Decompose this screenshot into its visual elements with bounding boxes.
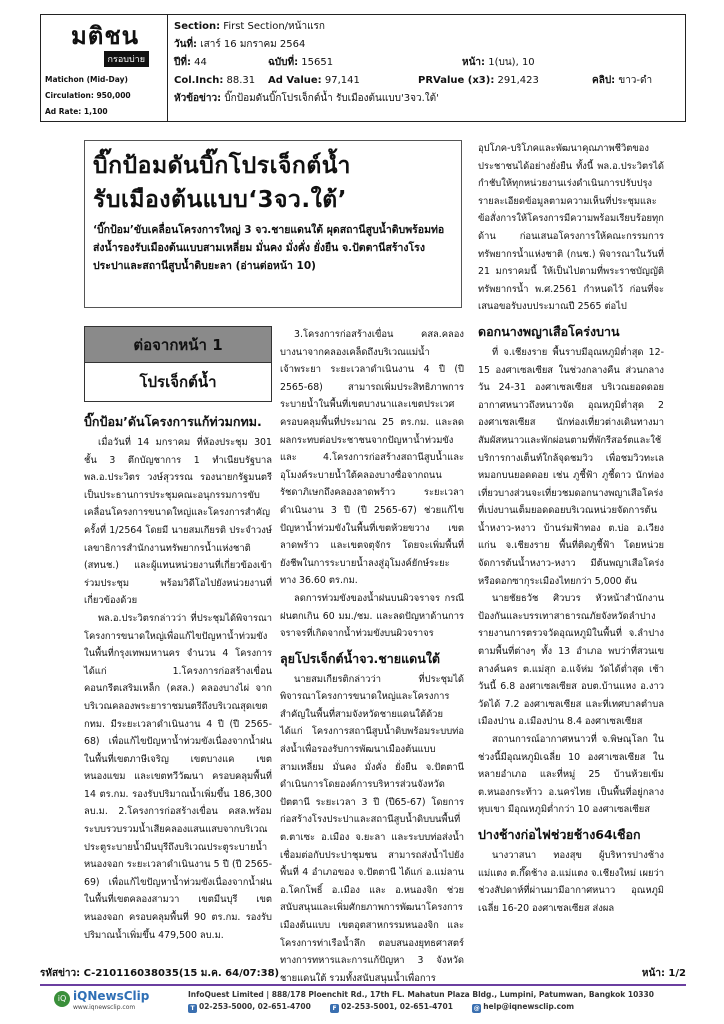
headline-subtitle: ‘บิ๊กป้อม’ขับเคลื่อนโครงการใหญ่ 3 จว.ชายแดนใต้ ผุดสถานีสูบน้ำดิบพร้อมท่อส่งน้ำรองรับเมืองต้นแบบสามเหลี่ยม มั่นคง มั่งคั่ง ยั่งยืน จ.ปัตตานีสร้างโรงประปาและสถานีสูบน้ำดิบยะลา (อ่านต่อหน้า 10) [93,224,445,272]
publication-box [40,14,168,122]
footer-bar [40,984,686,1014]
fax-icon: F [330,1004,339,1013]
clip-header [40,14,686,122]
paragraph: ลดการท่วมขังของน้ำฝนบนผิวจราจร กรณีฝนตกเกิน 60 มม./ชม. และลดปัญหาด้านการจราจรที่เกิดจากน้ำท่วมขังบนผิวจราจร [280,592,464,640]
ad-rate: Ad Rate: 1,100 [45,107,108,116]
article-column-3 [478,140,664,917]
circulation: Circulation: 950,000 [45,91,131,100]
paragraph: นายชัยธวัช ศิวบวร หัวหน้าสำนักงานป้องกันและบรรเทาสาธารณภัยจังหวัดลำปาง รายงานการตรวจวัดอุณหภูมิในพื้นที่ จ.ลำปาง ตามพื้นที่ต่างๆ ทั้ง 13 อำเภอ พบว่าที่สวนเขลางค์นคร ต.แม่สุก อ.แจ้ห่ม วัดได้ต่ำสุด เช้าวันนี้ 6.8 องศาเซลเซียส อบต.บ้านแหง อ.งาว วัดได้ 7.2 องศาเซลเซียส และที่เทศบาลตำบลเมืองปาน อ.เมืองปาน 8.4 องศาเซลเซียส [478,593,664,728]
email-icon: @ [473,1005,480,1012]
paragraph: สถานการณ์อากาศหนาวที่ จ.พิษณุโลก ในช่วงนี้มีอุณหภูมิเฉลี่ย 10 องศาเซลเซียส ในหลายอำเภอ และที่หมู่ 25 บ้านห้วยเข้ม ต.หนองกระท้าว อ.นครไทย เป็นพื้นที่อยู่กลางหุบเขา มีอุณหภูมิต่ำกว่า 10 องศาเซลเซียส [478,734,664,816]
clip-meta [168,14,686,122]
footer-meta [40,966,686,982]
iq-logo-icon: iQ [54,991,70,1007]
continued-label: ต่อจากหน้า 1 [85,327,271,363]
paragraph: พล.อ.ประวิตรกล่าวว่า ที่ประชุมได้พิจารณาโครงการขนาดใหญ่เพื่อแก้ไขปัญหาน้ำท่วมขังในพื้นที่กรุงเทพมหานคร จำนวน 4 โครงการ ได้แก่ 1.โครงการก่อสร้างเขื่อนคอนกรีตเสริมเหล็ก (คสล.) คลองบางไผ่ จากบริเวณคลองพระยาราชมนตรีถึงบริเวณสุดเขต กทม. มีระยะเวลาดำเนินงาน 4 ปี (ปี 2565-68) เพื่อแก้ไขปัญหาน้ำท่วมขังเนื่องจากน้ำฝนในพื้นที่เขตภาษีเจริญ เขตบางแค เขตหนองแขม และเขตทวีวัฒนา ครอบคลุมพื้นที่ 14 ตร.กม. รองรับปริมาณน้ำเพิ่มขึ้น 186,300 ลบ.ม. 2.โครงการก่อสร้างเขื่อน คสล.พร้อมระบบรวบรวมน้ำเสียคลองแสนแสบจากบริเวณประตูระบายน้ำมีนบุรีถึงบริเวณประตูระบายน้ำหนองจอก ระยะเวลาดำเนินงาน 5 ปี (ปี 2565-69) เพื่อแก้ไขปัญหาน้ำท่วมขังเนื่องจากน้ำฝนในพื้นที่เขตคลองสามวา เขตมีนบุรี เขตหนองจอก ครอบคลุมพื้นที่ 90 ตร.กม. รองรับปริมาณน้ำเพิ่มขึ้น 479,500 ลบ.ม. [84,612,272,941]
paragraph: อุปโภค-บริโภคและพัฒนาคุณภาพชีวิตของประชาชนได้อย่างยั่งยืน ทั้งนี้ พล.อ.ประวิตรได้กำชับให้ทุกหน่วยงานเร่งดำเนินการปรับปรุงรายละเอียดข้อมูลตามความเห็นที่ประชุมและข้อสั่งการให้โครงการมีความพร้อมเรียบร้อยทุกด้าน ก่อนเสนอโครงการให้คณะกรรมการทรัพยากรน้ำแห่งชาติ (กนช.) พิจารณาในวันที่ 21 มกราคมนี้ ให้เป็นไปตามที่พระราชบัญญัติทรัพยากรน้ำ พ.ศ.2561 กำหนดไว้ ก่อนที่จะเสนอขอรับงบประมาณปี 2565 ต่อไป [478,143,664,313]
logo-main: มติชน [70,22,140,50]
date-row: วันที่: เสาร์ 16 มกราคม 2564 [174,39,306,50]
headline-line-2: รับเมืองต้นแบบ‘3จว.ใต้’ [93,187,347,213]
publication-name: Matichon (Mid-Day) [45,75,128,84]
continued-title: โปรเจ็กต์น้ำ [139,373,217,391]
article-column-2 [280,326,464,987]
fax-number: 02-253-5001, 02-651-4701 [341,1002,453,1011]
phone-icon: T [188,1004,197,1013]
subhead-bangkok-flood: บิ๊กป้อม’ดันโครงการแก้ท่วมกทม. [84,414,262,429]
news-id: รหัสข่าว: C-210116038035(15 ม.ค. 64/07:38) [40,968,280,979]
subhead-cherry-blossom: ดอกนางพญาเสือโคร่งบาน [478,323,620,339]
paragraph: นายสมเกียรติกล่าวว่า ที่ประชุมได้พิจารณาโครงการขนาดใหญ่และโครงการสำคัญในพื้นที่สามจังหวัดชายแดนใต้ด้วย ได้แก่ โครงการสถานีสูบน้ำดิบพร้อมระบบท่อส่งน้ำเพื่อรองรับการพัฒนาเมืองต้นแบบสามเหลี่ยม มั่นคง มั่งคั่ง ยั่งยืน จ.ปัตตานี ดำเนินการโดยองค์การบริหารส่วนจังหวัดปัตตานี ระยะเวลา 3 ปี (ปี65-67) โดยการก่อสร้างโรงประปาและสถานีสูบน้ำดิบบนพื้นที่ ต.ตาเซะ อ.เมือง จ.ยะลา และระบบท่อส่งน้ำเชื่อมต่อกับประปาชุมชน สามารถส่งน้ำไปยังพื้นที่ 4 อำเภอของ จ.ปัตตานี ได้แก่ อ.แม่ลาน อ.โคกโพธิ์ อ.เมือง และ อ.หนองจิก ช่วยสนับสนุนและเพิ่มศักยภาพการพัฒนาโครงการเมืองต้นแบบ เขตอุตสาหกรรมหนองจิก และโครงการท่าเรือน้ำลึก ตอบสนองยุทธศาสตร์ทางการทหารและการแก้ปัญหา 3 จังหวัดชายแดนใต้ รวมทั้งสนับสนุนน้ำเพื่อการ [280,673,464,984]
brand-website: www.iqnewsclip.com [73,1004,136,1011]
headline-line-1: บิ๊กป้อมดันบิ๊กโปรเจ็กต์น้ำ [93,153,351,179]
article-column-1 [84,326,272,944]
paragraph: 3.โครงการก่อสร้างเขื่อน คสล.คลองบางนาจากคลองเคล็ดถึงบริเวณแม่น้ำเจ้าพระยา ระยะเวลาดำเนินงาน 4 ปี (ปี 2565-68) สามารถเพิ่มประสิทธิภาพการระบายน้ำในพื้นที่เขตบางนาและเขตประเวศ ครอบคลุมพื้นที่ประมาณ 25 ตร.กม. และลดผลกระทบต่อประชาชนจากปัญหาน้ำท่วมขัง และ 4.โครงการก่อสร้างสถานีสูบน้ำและอุโมงค์ระบายน้ำใต้คลองบางซื่อจากถนนรัชดาภิเษกถึงคลองลาดพร้าว ระยะเวลาดำเนินงาน 3 ปี (ปี 2565-67) ช่วยแก้ไขปัญหาน้ำท่วมขังในพื้นที่เขตห้วยขวาง เขตลาดพร้าว และเขตจตุจักร โดยจะเพิ่มพื้นที่ยังชีพในการระบายน้ำลงสู่อุโมงค์ยักษ์ระยะทาง 36.60 ตร.กม. [280,329,464,587]
logo-sub: กรอบบ่าย [104,51,149,67]
continued-box [84,326,272,402]
value-row: Col.Inch: 88.31 Ad Value: 97,141 PRValue (x3): 291,423 คลิป: ขาว-ดำ [174,75,653,86]
subject-row: หัวข้อข่าว: บิ๊กป้อมดันบิ๊กโปรเจ็กต์น้ำ รับเมืองต้นแบบ'3จว.ใต้' [174,93,439,104]
issue-row: ปีที่: 44 ฉบับที่: 15651 หน้า: 1(บน), 10 [174,57,535,68]
iqnewsclip-logo[interactable] [54,988,166,1014]
contact-line [188,1001,654,1013]
subhead-elephant-camp: ปางช้างก่อไฟช่วยช้าง64เชือก [478,826,641,842]
paragraph: นางวาสนา ทองสุข ผู้บริหารปางช้างแม่แตง ต.กึ๊ดช้าง อ.แม่แตง จ.เชียงใหม่ เผยว่า ช่วงสัปดาห์ที่ผ่านมามีอากาศหนาว อุณหภูมิเฉลี่ย 16-20 องศาเซลเซียส ส่งผล [478,849,664,914]
page-indicator: หน้า: 1/2 [641,968,686,979]
subhead-southern-water: ลุยโปรเจ็กต์น้ำจว.ชายแดนใต้ [280,650,441,666]
paragraph: ที่ จ.เชียงราย พื้นราบมีอุณหภูมิต่ำสุด 12-15 องศาเซลเซียส ในช่วงกลางคืน ส่วนกลางวัน 24-31 องศาเซลเซียส บริเวณยอดดอยอากาศหนาวถึงหนาวจัด อุณหภูมิต่ำสุด 2 องศาเซลเซียส นักท่องเที่ยวต่างเดินทางมาสัมผัสหนาวและพักผ่อนตามที่พักรีสอร์ตและใช้บริการกางเต็นท์ใกล้จุดชมวิว เพื่อชมวิวทะเลหมอกบนยอดดอย เช่น ภูชี้ฟ้า ภูชี้ดาว นักท่องเที่ยวบางส่วนจะเที่ยวชมดอกนางพญาเสือโคร่งที่เบ่งบานเต็มยอดดอยบริเวณหน่วยจัดการต้นน้ำหงาว-หงาว บ้านร่มฟ้าทอง ต.บ่อ อ.เวียงแก่น จ.เชียงราย พื้นที่ติดภูชี้ฟ้า โดยหน่วยจัดการต้นน้ำหงาว-หงาว มีต้นพญาเสือโคร่ง หรือดอกซากุระเมืองไทยกว่า 5,000 ต้น [478,346,664,587]
paragraph: เมื่อวันที่ 14 มกราคม ที่ห้องประชุม 301 ชั้น 3 ตึกบัญชาการ 1 ทำเนียบรัฐบาล พล.อ.ประวิตร วงษ์สุวรรณ รองนายกรัฐมนตรี เป็นประธานการประชุมคณะอนุกรรมการขับเคลื่อนโครงการขนาดใหญ่และโครงการสำคัญ ครั้งที่ 1/2564 โดยมี นายสมเกียรติ ประจำวงษ์ เลขาธิการสำนักงานทรัพยากรน้ำแห่งชาติ (สทนช.) และผู้แทนหน่วยงานที่เกี่ยวข้องเข้าร่วมประชุม พร้อมวิดีโอไปยังหน่วยงานที่เกี่ยวข้องด้วย [84,437,272,607]
contact-info [188,989,654,1013]
company-address: InfoQuest Limited | 888/178 Ploenchit Rd., 17th FL. Mahatun Plaza Bldg., Lumpini, Patumwan, Bangkok 10330 [188,990,654,999]
brand-name: iQNewsClip [73,989,150,1003]
phone-number: 02-253-5000, 02-651-4700 [199,1002,311,1011]
email-link[interactable]: help@iqnewsclip.com [483,1002,575,1011]
section-row: Section: First Section/หน้าแรก [174,21,325,32]
headline-box [84,140,462,308]
matichon-logo [59,21,151,65]
